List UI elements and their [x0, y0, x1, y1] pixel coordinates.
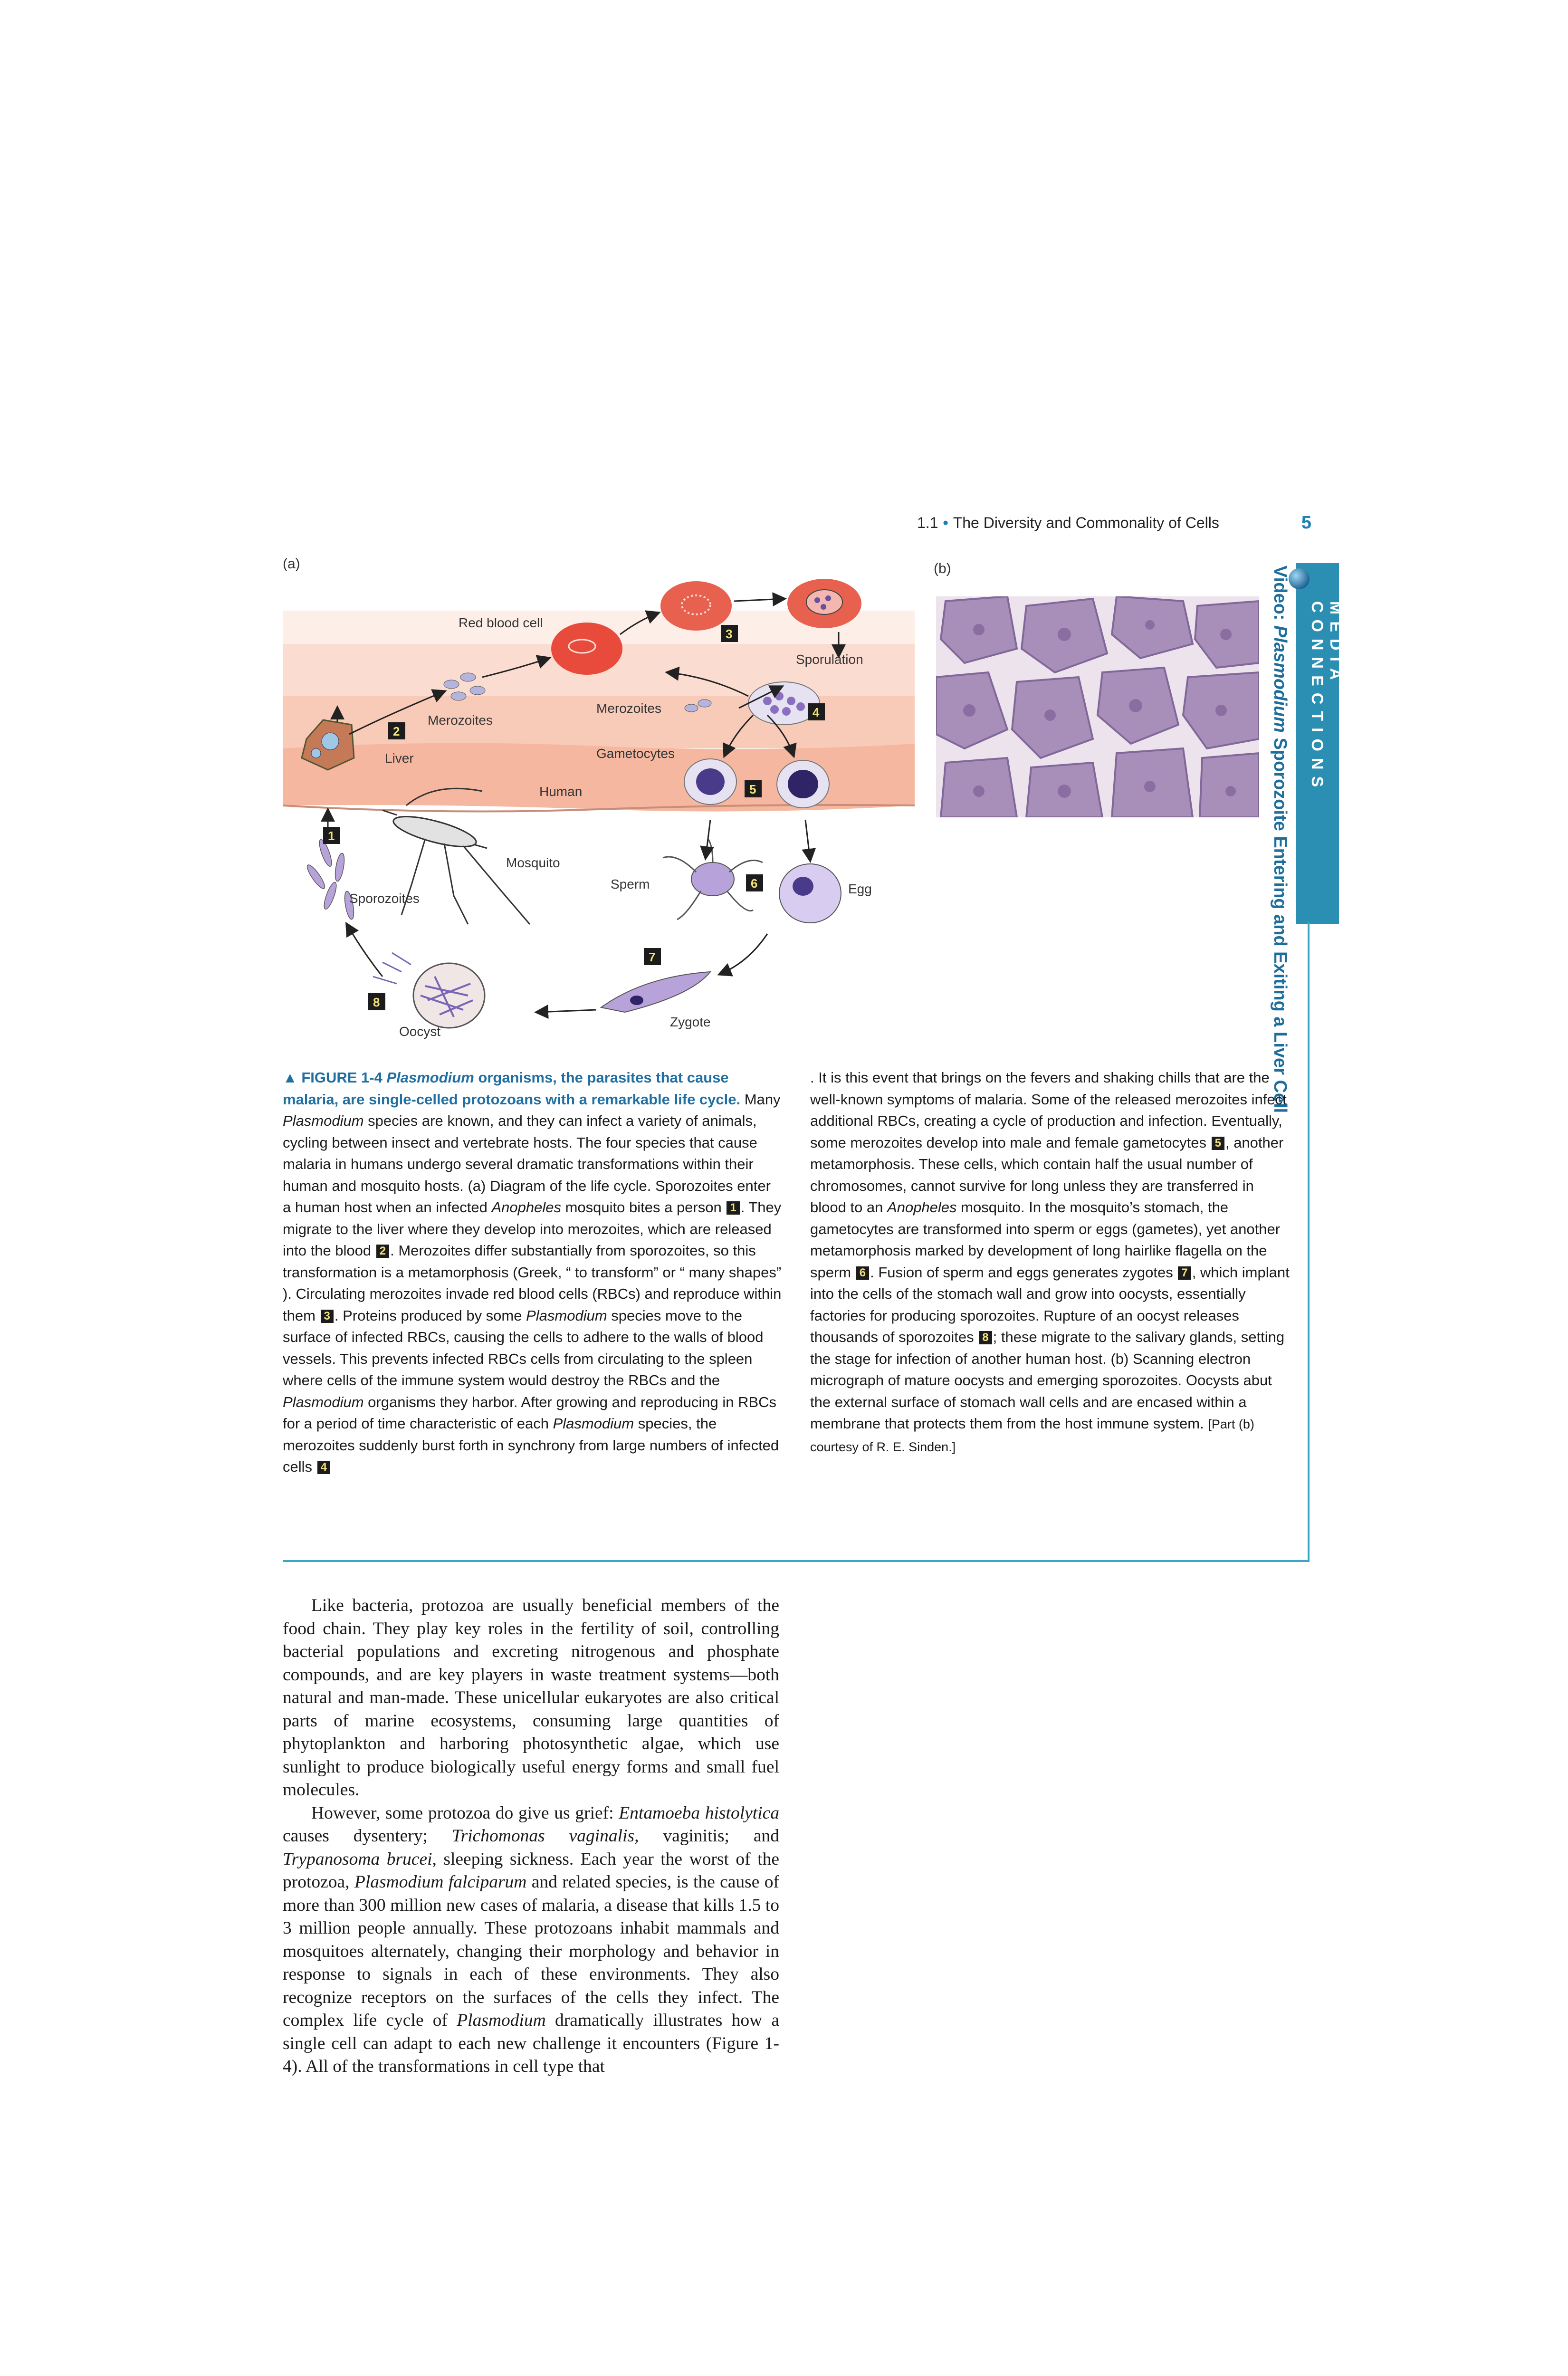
caption-rule — [283, 1560, 1309, 1562]
label-mosquito: Mosquito — [506, 855, 560, 870]
oocyst-micrograph — [936, 596, 1259, 817]
svg-text:8: 8 — [373, 995, 380, 1009]
caption-title: organisms, the parasites that cause malaria, are single-celled protozoans with a remarkable life cycle. — [283, 1069, 741, 1108]
label-gametocytes: Gametocytes — [596, 746, 675, 761]
svg-text:4: 4 — [813, 705, 820, 719]
inline-step-6: 6 — [856, 1266, 869, 1280]
label-human: Human — [539, 784, 583, 799]
gametocyte-male — [684, 759, 736, 805]
video-organism: Plasmodium — [1270, 625, 1290, 733]
svg-text:3: 3 — [726, 627, 733, 641]
zygote — [601, 972, 710, 1012]
panel-b-label: (b) — [934, 561, 951, 576]
label-sperm: Sperm — [611, 877, 650, 891]
inline-step-8: 8 — [979, 1331, 992, 1344]
figure-caption-col2: . It is this event that brings on the fevers and shaking chills that are the well-known symptoms of malaria. Some of the released merozoites infect additional RBCs, creating a cycle of production and infection. Eventually, some merozoites develop into male and female gametocytes 5 , another metamorphosis. These cells, which contain half the usual number of chromosomes, cannot survive for long unless they are transferred in blood to an Anopheles mosquito. In the mosquito’s stomach, the gametocytes are transformed into sperm or eggs (gametes), yet another metamorphosis marked by development of long hairlike flagella on the sperm 6 . Fusion of sperm and eggs generates zygotes 7 , which implant into the cells of the stomach wall and grow into oocysts, essentially factories for producing sporozoites. Rupture of an oocyst releases thousands of sporozoites 8 ; these migrate to the salivary glands, setting the stage for infection of another human host. (b) Scanning electron micrograph of mature oocysts and emerging sporozoites. Oocysts abut the external surface of stomach wall cells and are encased within a membrane that protects them from the host immune system. [Part (b) courtesy of R. E. Sinden.] — [810, 1069, 1290, 1454]
running-title: The Diversity and Commonality of Cells — [953, 514, 1219, 531]
panel-a-label: (a) — [283, 556, 300, 572]
media-connections-heading: MEDIA CONNECTIONS — [1308, 601, 1345, 794]
label-egg: Egg — [848, 881, 872, 896]
step-badge-5 — [745, 780, 762, 797]
label-merozoites-left: Merozoites — [428, 713, 493, 728]
inline-step-7: 7 — [1178, 1266, 1191, 1280]
label-sporozoites: Sporozoites — [349, 891, 420, 906]
body-column-1 — [283, 1594, 779, 2079]
page-number: 5 — [1301, 513, 1311, 533]
dividing-rbc — [787, 579, 861, 628]
video-prefix: Video: — [1270, 565, 1290, 625]
caption-rule-vertical — [1308, 922, 1310, 1562]
running-head — [917, 511, 1311, 535]
inline-step-3: 3 — [321, 1310, 334, 1323]
svg-text:5: 5 — [749, 782, 756, 796]
label-sporulation: Sporulation — [796, 652, 863, 667]
label-merozoites-center: Merozoites — [596, 701, 661, 716]
oocyst — [373, 953, 485, 1028]
life-cycle-diagram — [283, 582, 915, 1053]
egg — [779, 864, 841, 923]
gametocyte-female — [777, 760, 829, 808]
inline-step-2: 2 — [376, 1245, 389, 1258]
section-number: 1.1 — [917, 514, 938, 531]
inline-step-5: 5 — [1212, 1137, 1224, 1150]
step-badge-2 — [388, 722, 405, 739]
svg-text:6: 6 — [751, 876, 758, 891]
step-badge-8 — [368, 993, 385, 1010]
step-badge-6 — [746, 874, 763, 891]
bullet-icon: • — [943, 514, 948, 531]
video-rest: Sporozoite Entering and Exiting a Liver Cell — [1270, 732, 1290, 1113]
svg-text:2: 2 — [393, 724, 400, 738]
caption-triangle-icon: ▲ — [283, 1069, 297, 1086]
step-badge-7 — [644, 948, 661, 965]
red-blood-cell — [551, 623, 622, 675]
cd-icon — [1289, 568, 1310, 589]
figure-caption-col1: ▲ FIGURE 1-4 Plasmodium organisms, the parasites that cause malaria, are single-celled protozoans with a remarkable life cycle. Many Plasmodium species are known, and they can infect a variety of animals, cycling between insect and vertebrate hosts. The four species that cause malaria in humans undergo several dramatic transformations within their human and mosquito hosts. (a) Diagram of the life cycle. Sporozoites enter a human host when an infected Anopheles mosquito bites a person 1 . They migrate to the liver where they develop into merozoites, which are released into the blood 2 . Merozoites differ substantially from sporozoites, so this transformation is a metamorphosis (Greek, “ to transform” or “ many shapes” ). Circulating merozoites invade red blood cells (RBCs) and reproduce within them 3 . Proteins produced by some Plasmodium species move to the surface of infected RBCs, causing the cells to adhere to the walls of blood vessels. This prevents infected RBCs cells from circulating to the spleen where cells of the immune system would destroy the RBCs and the Plasmodium organisms they harbor. After growing and reproducing in RBCs for a period of time characteristic of each Plasmodium species, the merozoites suddenly burst forth in synchrony from large numbers of infected cells 4 — [283, 1069, 782, 1475]
label-red-blood-cell: Red blood cell — [459, 615, 543, 630]
caption-title-italic: Plasmodium — [386, 1069, 474, 1086]
body-paragraph-2: However, some protozoa do give us grief: Entamoeba histolytica causes dysentery; Trichomonas vaginalis, vaginitis; and Trypanosoma brucei, sleeping sickness. Each year the worst of the protozoa, Plasmodium falciparum and related species, is the cause of more than 300 million new cases of malaria, a disease that kills 1.5 to 3 million people annually. These protozoans inhabit mammals and mosquitoes alternately, changing their morphology and behavior in response to signals in each of these environments. They also recognize receptors on the surfaces of the cells they infect. The complex life cycle of Plasmodium dramatically illustrates how a single cell can adapt to each new challenge it encounters (Figure 1-4). All of the transformations in cell type that — [283, 1803, 780, 2076]
label-oocyst: Oocyst — [399, 1024, 441, 1039]
sporozoites — [305, 838, 355, 920]
inline-step-1: 1 — [727, 1201, 739, 1215]
body-paragraph-1: Like bacteria, protozoa are usually beneficial members of the food chain. They play key roles in the fertility of soil, controlling bacterial populations and excreting nitrogenous and phosphate compounds, and are key players in waste treatment systems—both natural and man-made. These unicellular eukaryotes are also critical parts of marine ecosystems, consuming large quantities of phytoplankton and harboring photosynthetic algae, which use sunlight to produce biologically useful energy forms and small fuel molecules. — [283, 1596, 779, 1800]
step-badge-1 — [323, 827, 340, 844]
label-liver: Liver — [385, 751, 414, 766]
label-zygote: Zygote — [670, 1015, 711, 1029]
svg-text:7: 7 — [649, 950, 656, 964]
infected-rbc — [660, 581, 732, 631]
photo-credit: [Part (b) courtesy of R. E. Sinden.] — [810, 1417, 1254, 1454]
inline-step-4: 4 — [317, 1461, 330, 1474]
caption-figure-label: FIGURE 1-4 — [301, 1069, 382, 1086]
svg-text:1: 1 — [328, 829, 335, 843]
step-badge-4 — [808, 703, 825, 720]
step-badge-3 — [721, 625, 738, 642]
